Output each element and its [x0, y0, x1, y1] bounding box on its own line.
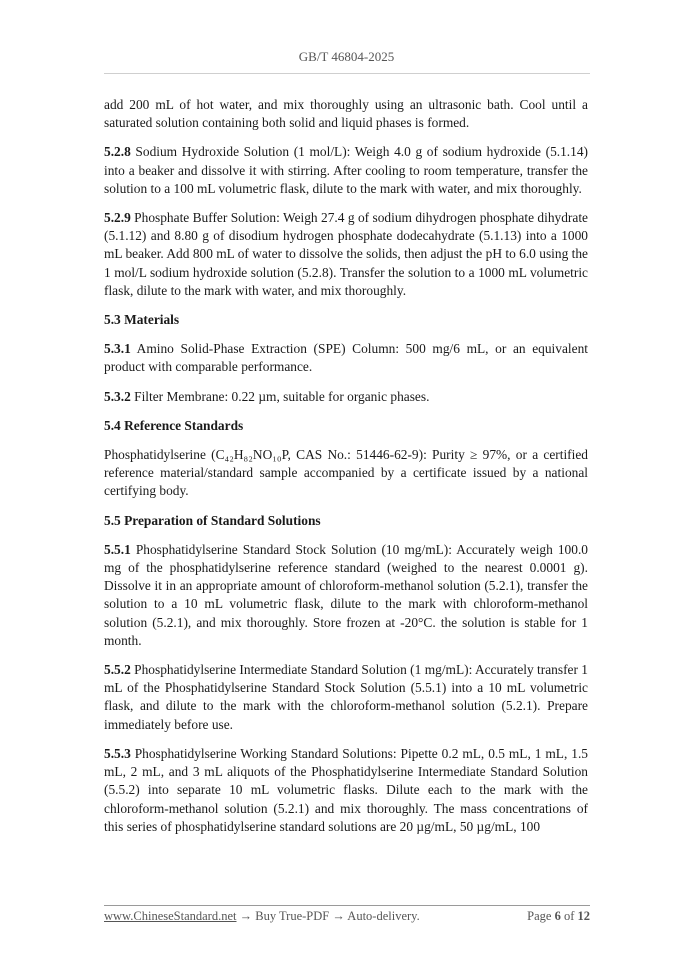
section-heading-materials: 5.3 Materials — [104, 312, 180, 328]
footer-left — [104, 909, 420, 924]
clause-5-5-2 — [104, 661, 588, 734]
of-word: of — [563, 909, 575, 923]
clause-number: 5.5.2 — [104, 662, 131, 678]
clause-5-5-1 — [104, 541, 588, 650]
section-heading-standard-solutions: 5.5 Preparation of Standard Solutions — [104, 512, 321, 528]
clause-number: 5.3.2 — [104, 388, 131, 404]
clause-text: Phosphatidylserine Intermediate Standard Solution (1 mg/mL): Accurately transfer 1 mL of the Phosphatidylserine Standard Stock Solution (5.5.1) into a 10 mL volumetric flask, and dilute to the mark with the chloroform-methanol solution (5.2.1). Prepare immediately before use. — [104, 662, 588, 732]
page-total: 12 — [577, 909, 590, 923]
clause-number: 5.3.1 — [104, 341, 131, 357]
paragraph-continuation — [104, 96, 588, 132]
clause-number: 5.2.8 — [104, 144, 131, 160]
website-link[interactable]: www.ChineseStandard.net — [104, 909, 237, 923]
clause-text: Phosphate Buffer Solution: Weigh 27.4 g of sodium dihydrogen phosphate dihydrate (5.1.12) and 8.80 g of disodium hydrogen phosphate dodecahydrate (5.1.13) into a 1000 mL beaker. Add 800 mL of water to dissolve the solids, then adjust the pH to 6.0 using the 1 mol/L sodium hydroxide solution (5.2.8). Transfer the solution to a 1000 mL volumetric flask, dilute to the mark with water, and mix thoroughly. — [104, 210, 588, 298]
clause-5-3-2 — [104, 388, 588, 406]
clause-5-2-9 — [104, 209, 588, 300]
clause-5-3-1 — [104, 340, 588, 376]
reference-standard-paragraph — [104, 446, 588, 501]
clause-5-2-8 — [104, 143, 588, 198]
page-number: 6 — [554, 909, 561, 923]
paragraph-text: Phosphatidylserine (C₄₂H₈₂NO₁₀P, CAS No.: 51446-62-9): Purity ≥ 97%, or a certified reference material/standard sample accompanied by a certificate issued by a national certifying body. — [104, 447, 588, 499]
paragraph-text: add 200 mL of hot water, and mix thoroughly using an ultrasonic bath. Cool until a saturated solution containing both solid and liquid phases is formed. — [104, 97, 588, 131]
clause-text: Sodium Hydroxide Solution (1 mol/L): Weigh 4.0 g of sodium hydroxide (5.1.14) into a beaker and dissolve it with stirring. After cooling to room temperature, transfer the solution to a 100 mL volumetric flask, dilute to the mark with water, and mix thoroughly. — [104, 144, 588, 196]
header-divider — [104, 73, 590, 74]
clause-number: 5.2.9 — [104, 210, 131, 226]
clause-number: 5.5.3 — [104, 745, 131, 761]
clause-text: Amino Solid-Phase Extraction (SPE) Column: 500 mg/6 mL, or an equivalent product with comparable performance. — [104, 341, 588, 375]
page-indicator — [527, 909, 590, 924]
clause-5-5-3 — [104, 745, 588, 836]
clause-number: 5.5.1 — [104, 541, 131, 557]
clause-text: Filter Membrane: 0.22 µm, suitable for organic phases. — [130, 388, 430, 404]
document-header: GB/T 46804-2025 — [298, 49, 395, 64]
section-heading-reference-standards: 5.4 Reference Standards — [104, 417, 244, 433]
footer-divider — [104, 905, 590, 906]
page-word: Page — [527, 909, 552, 923]
clause-text: Phosphatidylserine Working Standard Solutions: Pipette 0.2 mL, 0.5 mL, 1 mL, 1.5 mL, 2 mL, and 3 mL aliquots of the Phosphatidylserine Intermediate Standard Solution (5.5.2) into separate 10 mL volumetric flasks. Dilute each to the mark with the chloroform-methanol solution (5.2.1) and mix thoroughly. The mass concentrations of this series of phosphatidylserine standard solutions are 20 µg/mL, 50 µg/mL, 100 — [104, 745, 588, 834]
footer-tagline: → Buy True-PDF → Auto-delivery. — [236, 909, 420, 923]
clause-text: Phosphatidylserine Standard Stock Solution (10 mg/mL): Accurately weigh 100.0 mg of the phosphatidylserine reference standard (weighed to the nearest 0.0001 g). Dissolve it in an appropriate amount of chloroform-methanol solution (5.2.1), transfer the solution to a 10 mL volumetric flask, dilute to the mark with chloroform-methanol solution (5.2.1), and mix thoroughly. Store frozen at -20°C. the solution is stable for 1 month. — [104, 541, 588, 648]
page-body — [104, 96, 588, 847]
